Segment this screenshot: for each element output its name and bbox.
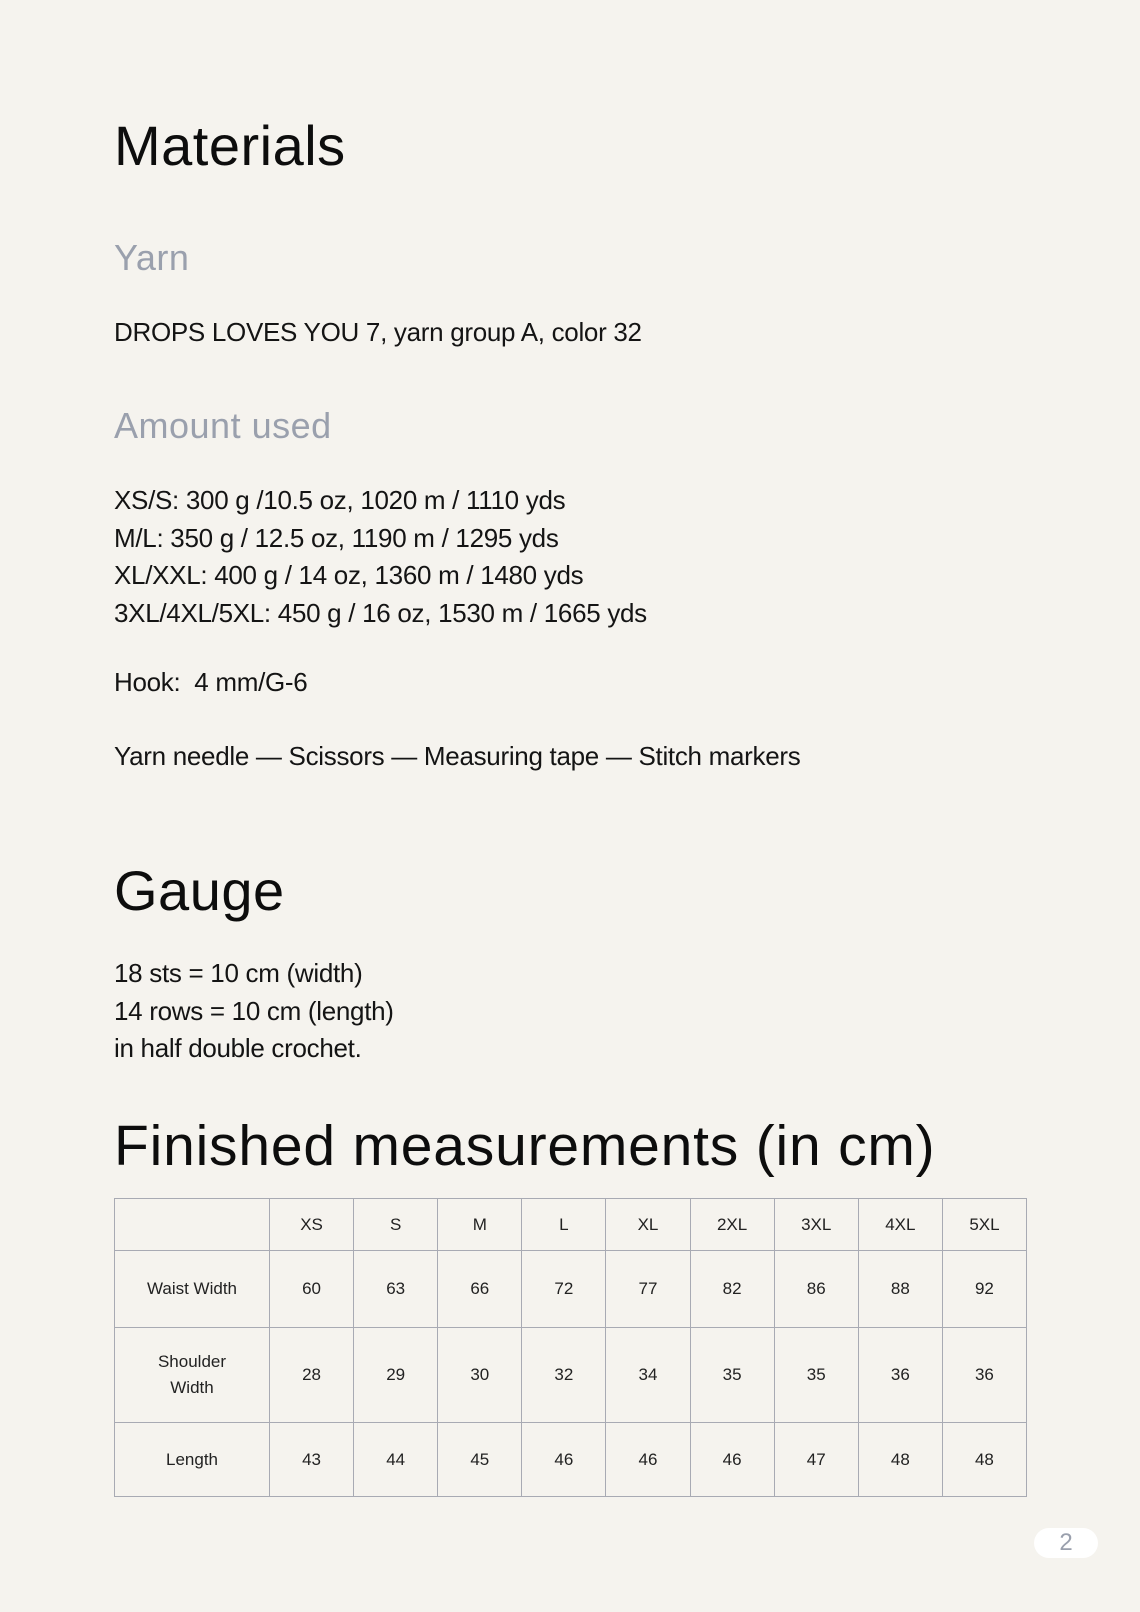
table-header-cell: XL xyxy=(606,1199,690,1251)
gauge-line-width: 18 sts = 10 cm (width) xyxy=(114,958,363,988)
row-label: Waist Width xyxy=(115,1251,270,1328)
table-cell: 35 xyxy=(690,1328,774,1423)
table-cell: 48 xyxy=(942,1423,1026,1497)
table-header-cell: 4XL xyxy=(858,1199,942,1251)
table-cell: 45 xyxy=(438,1423,522,1497)
row-label-line: Shoulder xyxy=(157,1352,227,1371)
table-cell: 43 xyxy=(270,1423,354,1497)
page-number-badge: 2 xyxy=(1034,1528,1098,1558)
table-cell: 46 xyxy=(690,1423,774,1497)
table-header-cell: L xyxy=(522,1199,606,1251)
amount-line-3xl-4xl-5xl: 3XL/4XL/5XL: 450 g / 16 oz, 1530 m / 1665 yds xyxy=(114,597,647,628)
gauge-line-length: 14 rows = 10 cm (length) xyxy=(114,995,394,1026)
table-cell: 60 xyxy=(270,1251,354,1328)
yarn-description: DROPS LOVES YOU 7, yarn group A, color 32 xyxy=(114,317,642,347)
table-cell: 47 xyxy=(774,1423,858,1497)
table-cell: 36 xyxy=(858,1328,942,1423)
table-row xyxy=(115,1251,1027,1328)
table-cell: 34 xyxy=(606,1328,690,1423)
table-header-cell xyxy=(115,1199,270,1251)
row-label-line: Width xyxy=(170,1378,214,1397)
table-cell: 46 xyxy=(606,1423,690,1497)
table-cell: 30 xyxy=(438,1328,522,1423)
table-header-cell: 2XL xyxy=(690,1199,774,1251)
table-header-cell: S xyxy=(354,1199,438,1251)
materials-title: Materials xyxy=(114,114,346,177)
amount-line-m-l: M/L: 350 g / 12.5 oz, 1190 m / 1295 yds xyxy=(114,522,559,553)
table-row xyxy=(115,1423,1027,1497)
yarn-heading: Yarn xyxy=(114,237,190,278)
amount-line-xl-xxl: XL/XXL: 400 g / 14 oz, 1360 m / 1480 yds xyxy=(114,560,584,590)
table-cell: 29 xyxy=(354,1328,438,1423)
table-header-cell: 3XL xyxy=(774,1199,858,1251)
table-cell: 28 xyxy=(270,1328,354,1423)
amount-line-xs-s: XS/S: 300 g /10.5 oz, 1020 m / 1110 yds xyxy=(114,485,566,515)
table-cell: 35 xyxy=(774,1328,858,1423)
table-cell: 72 xyxy=(522,1251,606,1328)
amount-used-heading: Amount used xyxy=(114,405,332,446)
tools-list: Yarn needle — Scissors — Measuring tape — Stitch markers xyxy=(114,741,801,771)
table-cell: 36 xyxy=(942,1328,1026,1423)
row-label xyxy=(115,1328,270,1423)
table-header-cell: XS xyxy=(270,1199,354,1251)
table-cell: 92 xyxy=(942,1251,1026,1328)
table-cell: 86 xyxy=(774,1251,858,1328)
table-cell: 82 xyxy=(690,1251,774,1328)
table-cell: 48 xyxy=(858,1423,942,1497)
table-header-cell: M xyxy=(438,1199,522,1251)
gauge-title: Gauge xyxy=(114,859,285,922)
amount-used-list xyxy=(114,482,647,632)
measurements-table xyxy=(114,1198,1027,1497)
table-cell: 63 xyxy=(354,1251,438,1328)
table-header-row xyxy=(115,1199,1027,1251)
table-cell: 66 xyxy=(438,1251,522,1328)
table-cell: 46 xyxy=(522,1423,606,1497)
finished-measurements-title: Finished measurements (in cm) xyxy=(114,1114,936,1178)
table-row xyxy=(115,1328,1027,1423)
gauge-details xyxy=(114,955,394,1068)
table-cell: 77 xyxy=(606,1251,690,1328)
table-cell: 32 xyxy=(522,1328,606,1423)
row-label: Length xyxy=(115,1423,270,1497)
gauge-line-stitch: in half double crochet. xyxy=(114,1033,362,1063)
table-cell: 88 xyxy=(858,1251,942,1328)
table-cell: 44 xyxy=(354,1423,438,1497)
table-header-cell: 5XL xyxy=(942,1199,1026,1251)
hook-size: Hook: 4 mm/G-6 xyxy=(114,667,308,697)
